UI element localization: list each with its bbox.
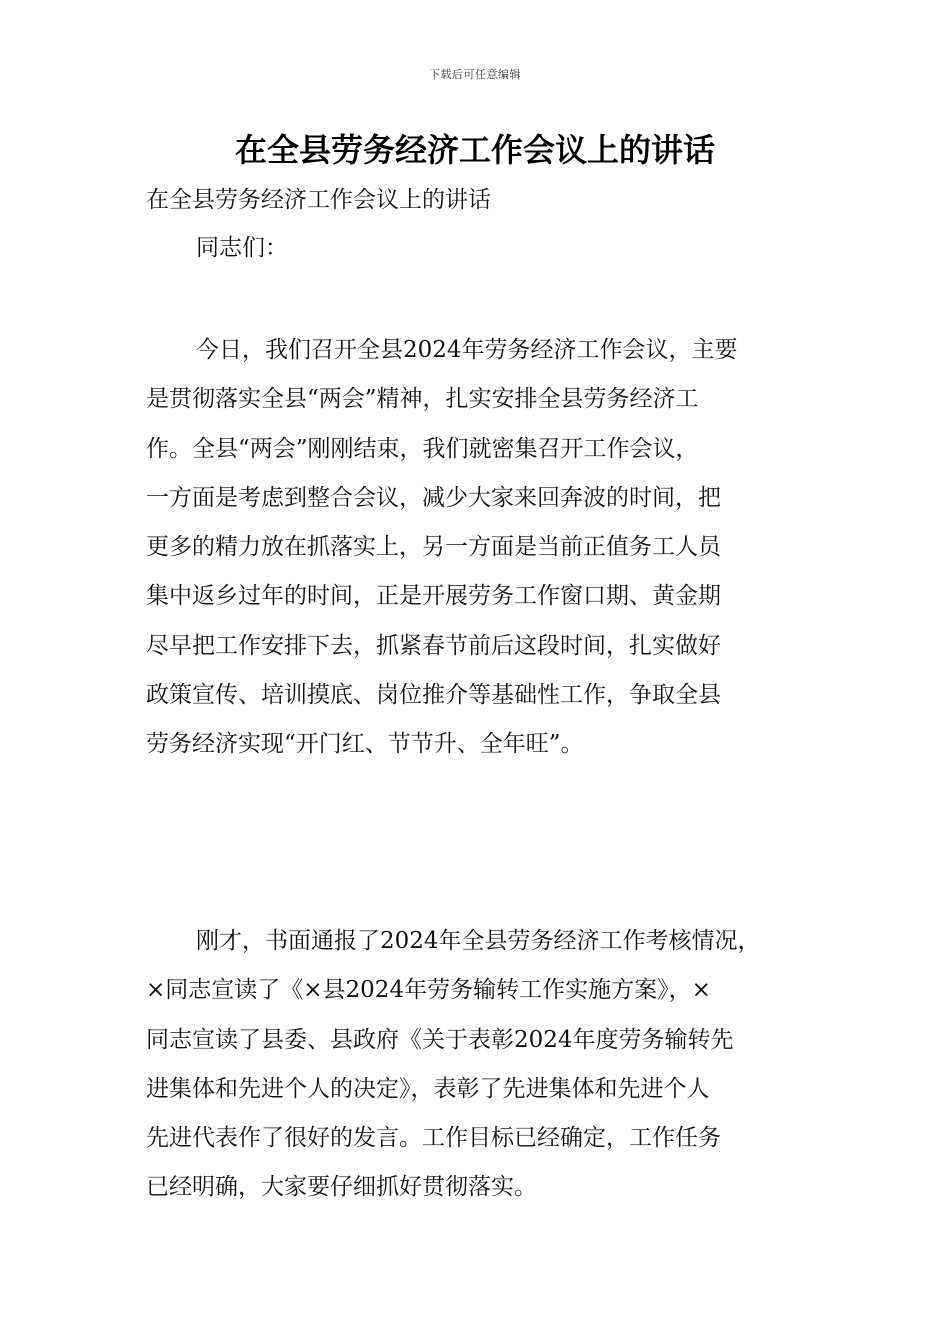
paragraph-1 [146, 332, 826, 776]
paragraph-line: 刚才，书面通报了2024年全县劳务经济工作考核情况， [196, 928, 761, 954]
paragraph-line: 是贯彻落实全县“两会”精神，扎实安排全县劳务经济工 [146, 386, 699, 413]
header-note: 下载后可任意编辑 [429, 68, 521, 81]
paragraph-line: 先进代表作了很好的发言。工作目标已经确定，工作任务 [146, 1125, 721, 1152]
paragraph-line: ×同志宣读了《×县2024年劳务输转工作实施方案》，× [146, 977, 711, 1004]
paragraph-line: 劳务经济实现“开门红、节节升、全年旺”。 [146, 731, 584, 758]
paragraph-line: 今日，我们召开全县2024年劳务经济工作会议，主要 [196, 337, 738, 363]
paragraph-line: 同志宣读了县委、县政府《关于表彰2024年度劳务输转先 [146, 1026, 734, 1053]
paragraph-line: 集中返乡过年的时间，正是开展劳务工作窗口期、黄金期 [146, 583, 721, 610]
document-subtitle: 在全县劳务经济工作会议上的讲话 [146, 187, 491, 213]
paragraph-line: 尽早把工作安排下去，抓紧春节前后这段时间，扎实做好 [146, 632, 721, 659]
document-title: 在全县劳务经济工作会议上的讲话 [234, 131, 715, 169]
paragraph-2 [146, 923, 826, 1219]
paragraph-line: 更多的精力放在抓落实上，另一方面是当前正值务工人员 [146, 534, 721, 561]
paragraph-line: 进集体和先进个人的决定》，表彰了先进集体和先进个人 [146, 1075, 710, 1102]
paragraph-line: 已经明确，大家要仔细抓好贯彻落实。 [146, 1174, 537, 1201]
paragraph-line: 一方面是考虑到整合会议，减少大家来回奔波的时间，把 [146, 484, 721, 511]
paragraph-line: 作。全县“两会”刚刚结束，我们就密集召开工作会议， [146, 435, 699, 462]
paragraph-line: 政策宣传、培训摸底、岗位推介等基础性工作，争取全县 [146, 682, 721, 709]
salutation: 同志们： [196, 235, 288, 261]
